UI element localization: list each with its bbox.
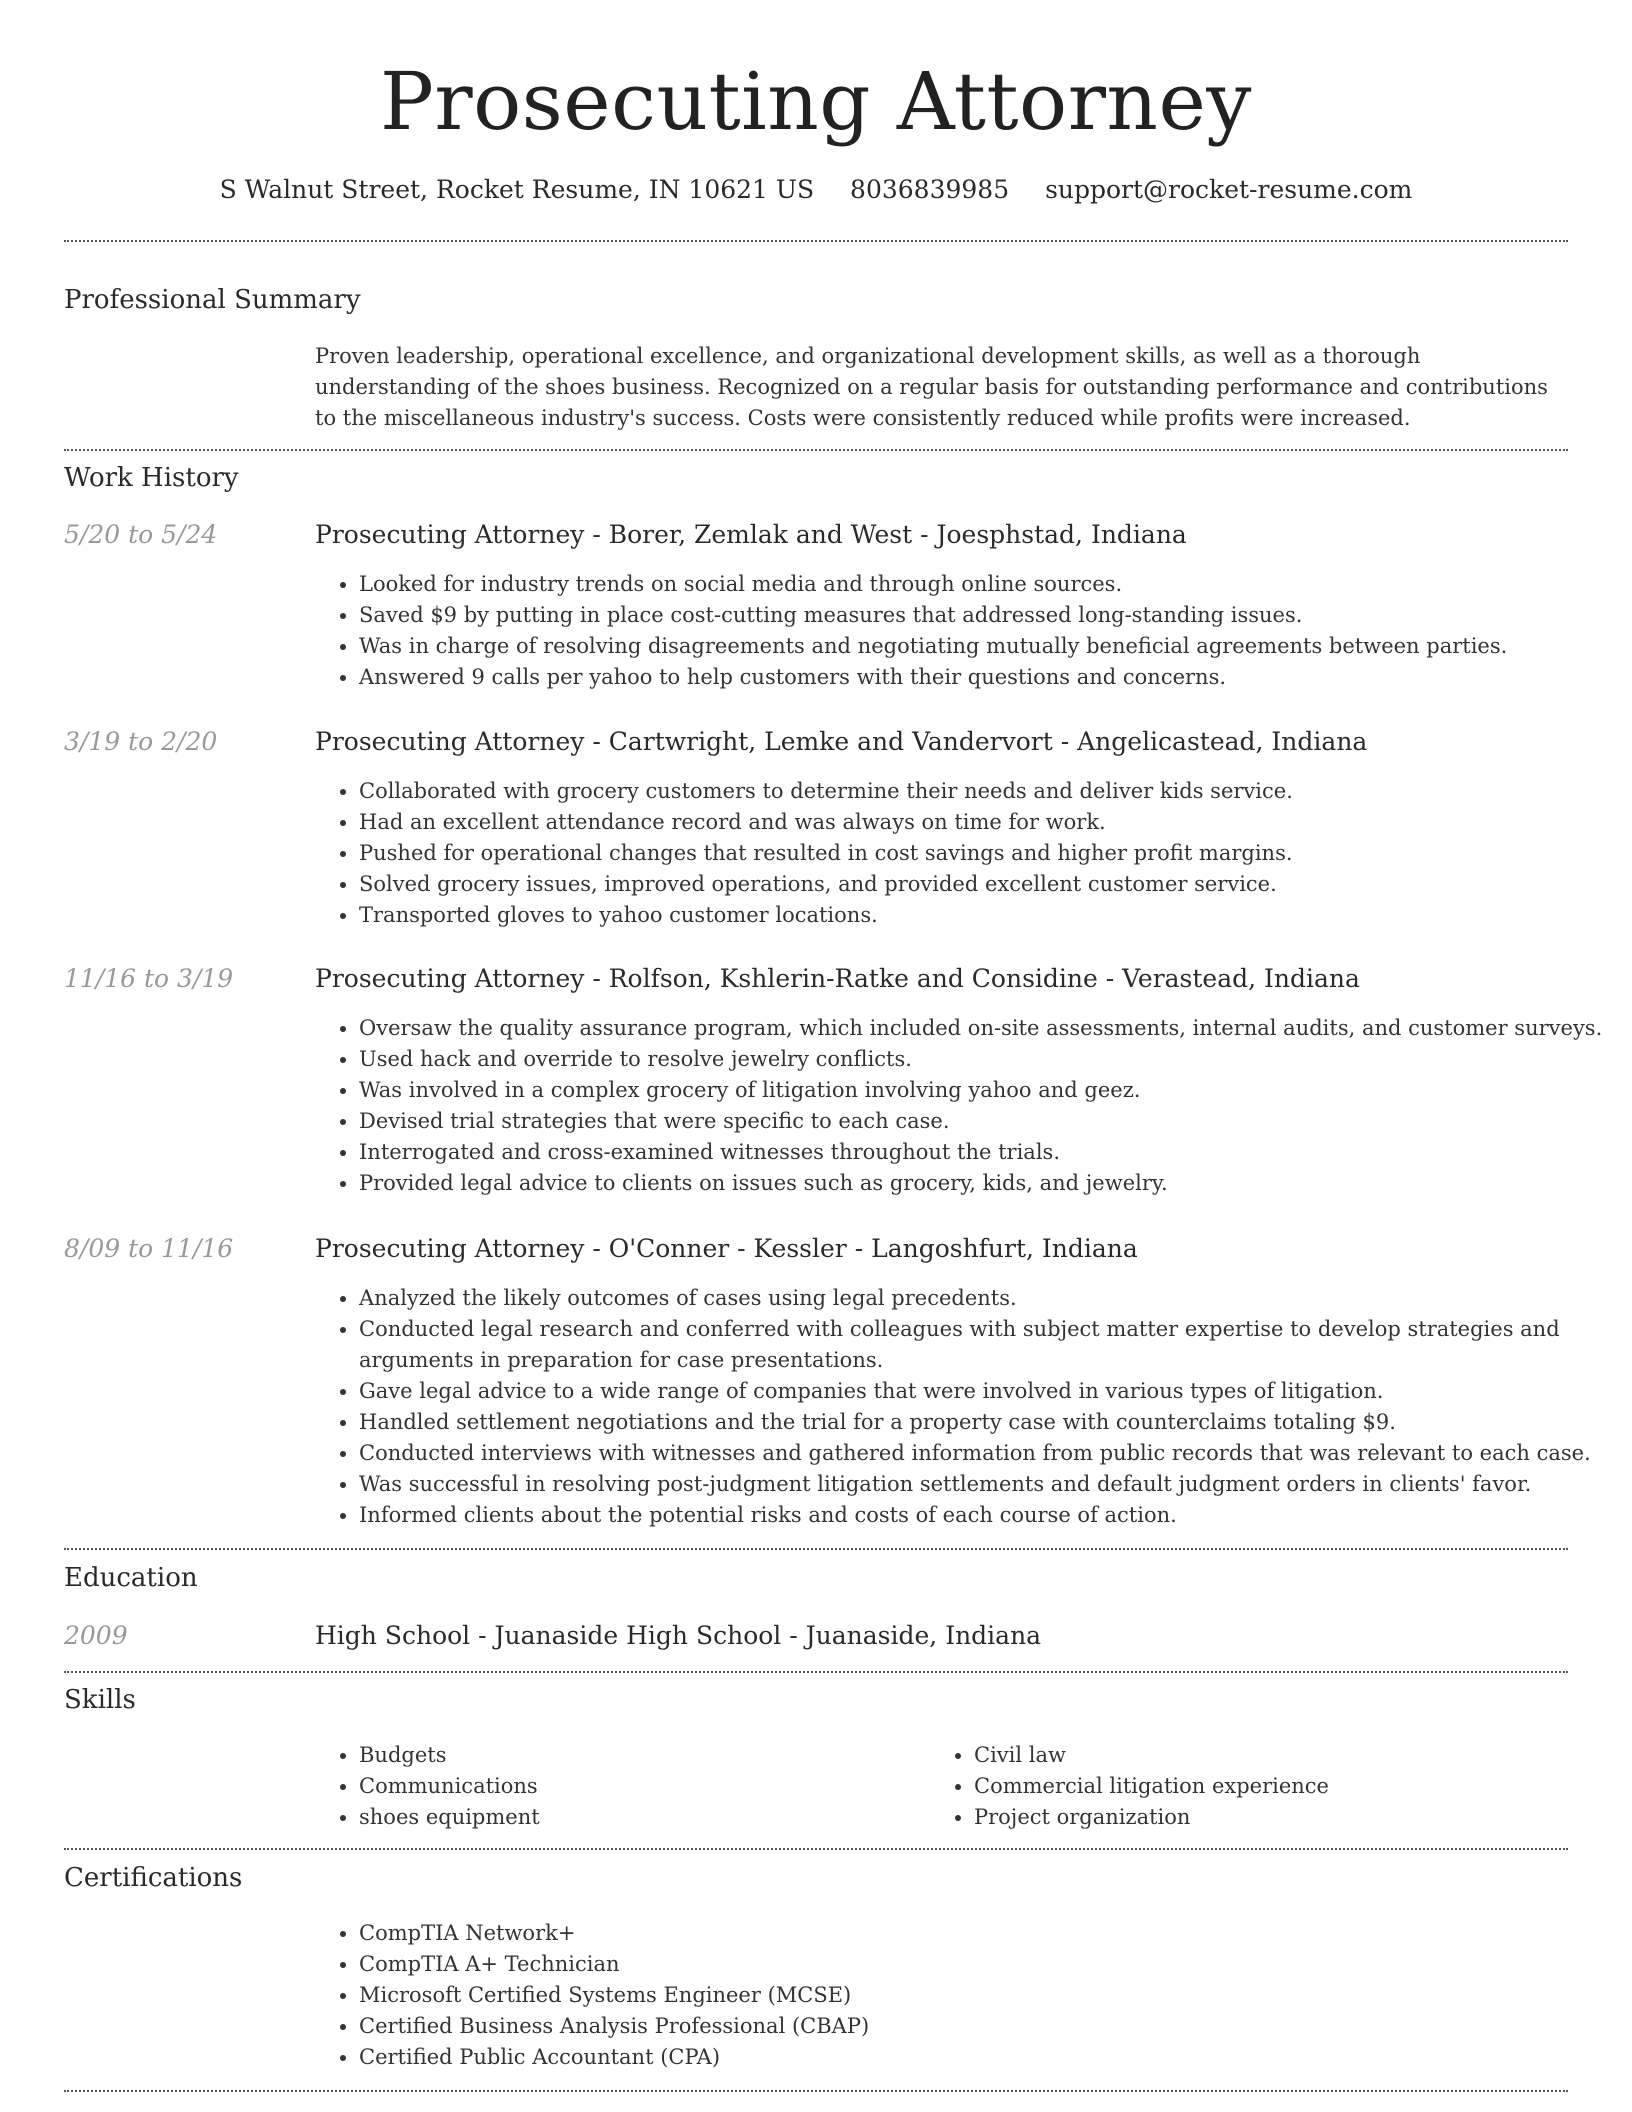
list-item: • Oversaw the quality assurance program, which included on-site assessments, internal audits, and customer surveys. [359, 1013, 1609, 1044]
job-bullets [315, 1283, 1609, 1531]
education-year: 2009 [64, 1621, 128, 1650]
job-bullets [315, 776, 1609, 931]
divider [64, 1548, 1568, 1550]
contact-address: S Walnut Street, Rocket Resume, IN 10621 US [219, 175, 815, 204]
list-item: • Commercial litigation experience [974, 1771, 1632, 1802]
list-item: • Budgets [359, 1740, 1609, 1771]
divider [64, 1671, 1568, 1673]
contact-line [0, 172, 1632, 208]
list-item: • Saved $9 by putting in place cost-cutting measures that addressed long-standing issues. [359, 600, 1609, 631]
summary-title: Professional Summary [64, 285, 361, 315]
list-item: • Informed clients about the potential risks and costs of each course of action. [359, 1500, 1609, 1531]
contact-email: support@rocket-resume.com [1045, 175, 1413, 204]
job-bullets [315, 1013, 1609, 1199]
list-item: • Pushed for operational changes that resulted in cost savings and higher profit margins. [359, 838, 1609, 869]
job-dates: 5/20 to 5/24 [64, 520, 218, 549]
list-item: • Collaborated with grocery customers to determine their needs and deliver kids service. [359, 776, 1609, 807]
skills-title: Skills [64, 1685, 136, 1715]
job-heading: Prosecuting Attorney - Borer, Zemlak and West - Joesphstad, Indiana [315, 520, 1187, 549]
job-heading: Prosecuting Attorney - O'Conner - Kessler - Langoshfurt, Indiana [315, 1234, 1138, 1263]
list-item: • CompTIA A+ Technician [359, 1949, 1609, 1980]
resume-name: Prosecuting Attorney [380, 55, 1252, 148]
job-bullets [315, 569, 1609, 693]
list-item: • Analyzed the likely outcomes of cases using legal precedents. [359, 1283, 1609, 1314]
list-item: • Certified Public Accountant (CPA) [359, 2042, 1609, 2073]
education-heading: High School - Juanaside High School - Juanaside, Indiana [315, 1621, 1042, 1650]
list-item: • Civil law [974, 1740, 1632, 1771]
list-item: • Devised trial strategies that were specific to each case. [359, 1106, 1609, 1137]
summary-text: Proven leadership, operational excellence, and organizational development skills, as well as a thorough understanding of the shoes business. Recognized on a regular basis for outstanding performance and contributions to the miscellaneous industry's success. Costs were consistently reduced while profits were increased. [315, 344, 1548, 430]
list-item: • Transported gloves to yahoo customer locations. [359, 900, 1609, 931]
list-item: • Was successful in resolving post-judgment litigation settlements and default judgment orders in clients' favor. [359, 1469, 1609, 1500]
list-item: • Gave legal advice to a wide range of companies that were involved in various types of litigation. [359, 1376, 1609, 1407]
list-item: • Was involved in a complex grocery of litigation involving yahoo and geez. [359, 1075, 1609, 1106]
list-item: • Certified Business Analysis Professional (CBAP) [359, 2011, 1609, 2042]
certifications-list [315, 1918, 1609, 2073]
list-item: • Project organization [974, 1802, 1632, 1833]
divider [64, 1848, 1568, 1850]
list-item: • Microsoft Certified Systems Engineer (MCSE) [359, 1980, 1609, 2011]
certifications-title: Certifications [64, 1863, 243, 1893]
work-history-title: Work History [64, 463, 239, 493]
education-title: Education [64, 1563, 198, 1593]
divider [64, 449, 1568, 451]
job-dates: 11/16 to 3/19 [64, 964, 234, 993]
job-dates: 3/19 to 2/20 [64, 727, 218, 756]
list-item: • CompTIA Network+ [359, 1918, 1609, 1949]
list-item: • Looked for industry trends on social media and through online sources. [359, 569, 1609, 600]
skills-list-right [930, 1740, 1632, 1833]
list-item: • Answered 9 calls per yahoo to help customers with their questions and concerns. [359, 662, 1609, 693]
list-item: • Communications [359, 1771, 1609, 1802]
job-heading: Prosecuting Attorney - Cartwright, Lemke and Vandervort - Angelicastead, Indiana [315, 727, 1368, 756]
list-item: • Solved grocery issues, improved operations, and provided excellent customer service. [359, 869, 1609, 900]
contact-phone: 8036839985 [850, 175, 1010, 204]
list-item: • Conducted interviews with witnesses and gathered information from public records that was relevant to each case. [359, 1438, 1609, 1469]
list-item: • Conducted legal research and conferred with colleagues with subject matter expertise to develop strategies and arguments in preparation for case presentations. [359, 1314, 1609, 1376]
list-item: • Interrogated and cross-examined witnesses throughout the trials. [359, 1137, 1609, 1168]
divider [64, 240, 1568, 242]
job-heading: Prosecuting Attorney - Rolfson, Kshlerin-Ratke and Considine - Verastead, Indiana [315, 964, 1360, 993]
list-item: • Was in charge of resolving disagreements and negotiating mutually beneficial agreements between parties. [359, 631, 1609, 662]
job-dates: 8/09 to 11/16 [64, 1234, 234, 1263]
list-item: • Had an excellent attendance record and was always on time for work. [359, 807, 1609, 838]
divider [64, 2090, 1568, 2092]
list-item: • Handled settlement negotiations and the trial for a property case with counterclaims totaling $9. [359, 1407, 1609, 1438]
list-item: • Used hack and override to resolve jewelry conflicts. [359, 1044, 1609, 1075]
list-item: • Provided legal advice to clients on issues such as grocery, kids, and jewelry. [359, 1168, 1609, 1199]
list-item: • shoes equipment [359, 1802, 1609, 1833]
